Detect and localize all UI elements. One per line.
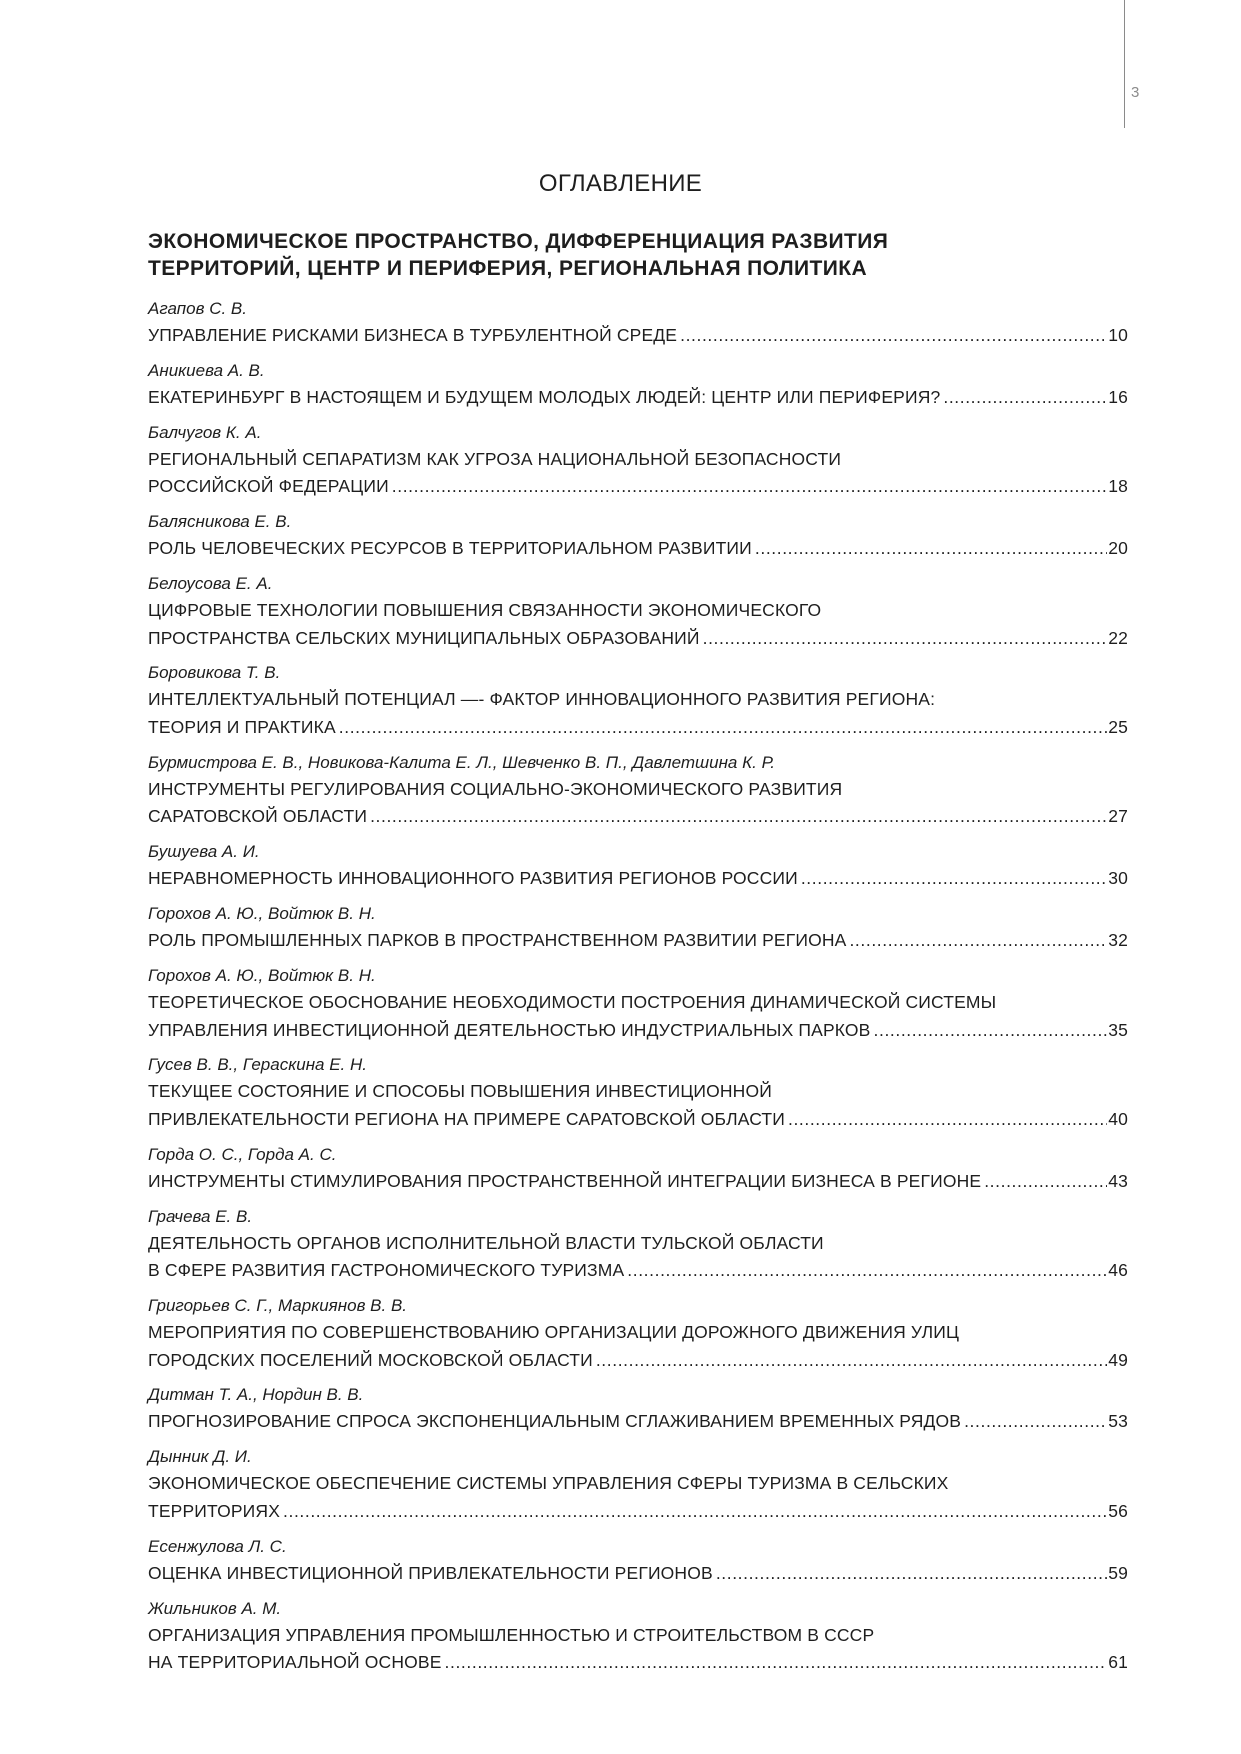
toc-entry-title-line [148,322,1128,350]
toc-entry-title-line: ИНСТРУМЕНТЫ РЕГУЛИРОВАНИЯ СОЦИАЛЬНО-ЭКОНОМИЧЕСКОГО РАЗВИТИЯ [148,778,843,799]
toc-entry-title-text: РОЛЬ ЧЕЛОВЕЧЕСКИХ РЕСУРСОВ В ТЕРРИТОРИАЛЬНОМ РАЗВИТИИ [148,538,752,559]
toc-entry-author: Боровикова Т. В. [148,663,281,683]
dot-leader [755,535,1107,563]
toc-entry-title-text: ИНСТРУМЕНТЫ СТИМУЛИРОВАНИЯ ПРОСТРАНСТВЕННОЙ ИНТЕГРАЦИИ БИЗНЕСА В РЕГИОНЕ [148,1170,982,1191]
toc-entry-author: Балчугов К. А. [148,422,262,442]
toc-entry[interactable] [148,420,1128,501]
toc-entry-author: Горохов А. Ю., Войтюк В. Н. [148,904,376,924]
toc-entry-author: Аникиева А. В. [148,360,265,380]
toc-entry-page-number[interactable]: 32 [1108,930,1128,951]
toc-entry-title-line [148,1347,1128,1375]
toc-entry-page-number[interactable]: 25 [1108,716,1128,737]
dot-leader [596,1347,1107,1375]
toc-entry-page-number[interactable]: 10 [1108,325,1128,345]
toc-entry-title-text: ПРИВЛЕКАТЕЛЬНОСТИ РЕГИОНА НА ПРИМЕРЕ САРАТОВСКОЙ ОБЛАСТИ [148,1108,785,1129]
toc-entry-title-text: ТЕОРИЯ И ПРАКТИКА [148,716,336,737]
toc-entry[interactable] [148,1596,1128,1677]
toc-entry-author: Дынник Д. И. [148,1447,252,1467]
toc-entry-title-line [148,625,1128,653]
toc-entry-author: Белоусова Е. А. [148,574,273,594]
toc-entry-title-text: НЕРАВНОМЕРНОСТЬ ИННОВАЦИОННОГО РАЗВИТИЯ РЕГИОНОВ РОССИИ [148,868,798,889]
toc-entry-title-text: ТЕРРИТОРИЯХ [148,1500,281,1521]
toc-entry[interactable] [148,1534,1128,1588]
toc-entry-title-text: ПРОГНОЗИРОВАНИЕ СПРОСА ЭКСПОНЕНЦИАЛЬНЫМ СГЛАЖИВАНИЕМ ВРЕМЕННЫХ РЯДОВ [148,1411,962,1432]
toc-entry[interactable] [148,1142,1128,1196]
toc-entry-title-line [148,1257,1128,1285]
toc-entry-title-line: ЭКОНОМИЧЕСКОЕ ОБЕСПЕЧЕНИЕ СИСТЕМЫ УПРАВЛЕНИЯ СФЕРЫ ТУРИЗМА В СЕЛЬСКИХ [148,1473,949,1494]
toc-entry-title-text: УПРАВЛЕНИЯ ИНВЕСТИЦИОННОЙ ДЕЯТЕЛЬНОСТЬЮ ИНДУСТРИАЛЬНЫХ ПАРКОВ [148,1019,871,1040]
toc-entry-title-text: ЕКАТЕРИНБУРГ В НАСТОЯЩЕМ И БУДУЩЕМ МОЛОДЫХ ЛЮДЕЙ: ЦЕНТР ИЛИ ПЕРИФЕРИЯ? [148,386,941,407]
toc-entry[interactable] [148,1052,1128,1133]
toc-entry-page-number[interactable]: 40 [1108,1108,1128,1129]
dot-leader [703,625,1108,653]
dot-leader [984,1168,1107,1196]
toc-entry-title-line: ОРГАНИЗАЦИЯ УПРАВЛЕНИЯ ПРОМЫШЛЕННОСТЬЮ И СТРОИТЕЛЬСТВОМ В СССР [148,1624,875,1645]
toc-entry-author: Грачева Е. В. [148,1206,253,1226]
toc-entry-author: Есенжулова Л. С. [148,1536,287,1556]
toc-entry-page-number[interactable]: 49 [1108,1349,1128,1370]
dot-leader [339,714,1107,742]
toc-entry-title-line [148,927,1128,955]
toc-entry-author: Бушуева А. И. [148,842,260,862]
toc-entry-page-number[interactable]: 43 [1108,1170,1128,1191]
toc-entry-page-number[interactable]: 46 [1108,1260,1128,1281]
dot-leader [788,1106,1107,1134]
toc-entry[interactable] [148,1444,1128,1525]
toc-entry-title-text: ОЦЕНКА ИНВЕСТИЦИОННОЙ ПРИВЛЕКАТЕЛЬНОСТИ РЕГИОНОВ [148,1562,713,1583]
toc-entry-title-line [148,1106,1128,1134]
toc-entry[interactable] [148,358,1128,412]
toc-entry-title-line: ЦИФРОВЫЕ ТЕХНОЛОГИИ ПОВЫШЕНИЯ СВЯЗАННОСТИ ЭКОНОМИЧЕСКОГО [148,600,822,621]
toc-entry[interactable] [148,660,1128,741]
section-title-line: ТЕРРИТОРИЙ, ЦЕНТР И ПЕРИФЕРИЯ, РЕГИОНАЛЬНАЯ ПОЛИТИКА [148,257,868,280]
toc-entry-title-line [148,803,1128,831]
toc-entry-title-text: УПРАВЛЕНИЕ РИСКАМИ БИЗНЕСА В ТУРБУЛЕНТНОЙ СРЕДЕ [148,325,678,345]
toc-entry[interactable] [148,1382,1128,1436]
toc-entry-page-number[interactable]: 16 [1108,386,1128,407]
page-title: ОГЛАВЛЕНИЕ [538,170,703,197]
toc-entry-title-text: САРАТОВСКОЙ ОБЛАСТИ [148,806,368,827]
toc-entry-title-line [148,1017,1128,1045]
toc-entry-title-line: ТЕОРЕТИЧЕСКОЕ ОБОСНОВАНИЕ НЕОБХОДИМОСТИ ПОСТРОЕНИЯ ДИНАМИЧЕСКОЙ СИСТЕМЫ [148,992,997,1013]
toc-entry-page-number[interactable]: 30 [1108,868,1128,889]
toc-entry-title-line [148,1649,1128,1677]
toc-entry[interactable] [148,750,1128,831]
section-title-line: ЭКОНОМИЧЕСКОЕ ПРОСТРАНСТВО, ДИФФЕРЕНЦИАЦИЯ РАЗВИТИЯ [148,230,889,253]
toc-entry-page-number[interactable]: 56 [1108,1500,1128,1521]
toc-entry-page-number[interactable]: 59 [1108,1562,1128,1583]
toc-entry-title-line: МЕРОПРИЯТИЯ ПО СОВЕРШЕНСТВОВАНИЮ ОРГАНИЗАЦИИ ДОРОЖНОГО ДВИЖЕНИЯ УЛИЦ [148,1322,960,1343]
toc-entry[interactable] [148,1293,1128,1374]
toc-entry-title-line: ТЕКУЩЕЕ СОСТОЯНИЕ И СПОСОБЫ ПОВЫШЕНИЯ ИНВЕСТИЦИОННОЙ [148,1081,772,1102]
toc-entry-title-text: В СФЕРЕ РАЗВИТИЯ ГАСТРОНОМИЧЕСКОГО ТУРИЗМА [148,1260,625,1281]
toc-entry-author: Жильников А. М. [148,1598,282,1618]
toc-entry-page-number[interactable]: 18 [1108,476,1128,497]
toc-entry-title-text: НА ТЕРРИТОРИАЛЬНОЙ ОСНОВЕ [148,1652,442,1673]
toc-entry-title-line [148,1498,1128,1526]
toc-entry-title-line [148,1408,1128,1436]
toc-entry[interactable] [148,1204,1128,1285]
toc-entry-title-text: РОССИЙСКОЙ ФЕДЕРАЦИИ [148,476,389,497]
toc-entry-page-number[interactable]: 20 [1108,538,1128,559]
toc-entry-title-line [148,1168,1128,1196]
toc-entry-title-text: РОЛЬ ПРОМЫШЛЕННЫХ ПАРКОВ В ПРОСТРАНСТВЕННОМ РАЗВИТИИ РЕГИОНА [148,930,847,951]
dot-leader [370,803,1107,831]
dot-leader [801,865,1107,893]
toc-entry-author: Гусев В. В., Гераскина Е. Н. [148,1055,368,1075]
toc-entry[interactable] [148,296,1128,350]
toc-entry[interactable] [148,509,1128,563]
toc-entry[interactable] [148,839,1128,893]
dot-leader [392,473,1107,501]
toc-entry-author: Бурмистрова Е. В., Новикова-Калита Е. Л., Шевченко В. П., Давлетшина К. Р. [148,752,775,772]
toc-entry[interactable] [148,901,1128,955]
toc-entry-title-text: ГОРОДСКИХ ПОСЕЛЕНИЙ МОСКОВСКОЙ ОБЛАСТИ [148,1349,593,1370]
margin-rule [1124,0,1125,128]
toc-entry-page-number[interactable]: 22 [1108,627,1128,648]
toc-entry-author: Агапов С. В. [148,299,247,318]
toc-entry-author: Григорьев С. Г., Маркиянов В. В. [148,1296,408,1316]
toc-entry-title-line: ИНТЕЛЛЕКТУАЛЬНЫЙ ПОТЕНЦИАЛ —- ФАКТОР ИННОВАЦИОННОГО РАЗВИТИЯ РЕГИОНА: [148,689,936,710]
dot-leader [849,927,1107,955]
toc-entry-page-number[interactable]: 27 [1108,806,1128,827]
dot-leader [874,1017,1108,1045]
page-number: 3 [1131,84,1140,101]
toc-entry-title-line [148,714,1128,742]
dot-leader [445,1649,1108,1677]
toc-entry-author: Горохов А. Ю., Войтюк В. Н. [148,966,376,986]
toc-entry-title-line [148,473,1128,501]
toc-entry-title-line [148,384,1128,412]
toc-entry-title-line [148,535,1128,563]
toc-entry-author: Балясникова Е. В. [148,512,292,532]
section-title [148,228,1108,282]
toc-entry-author: Дитман Т. А., Нордин В. В. [148,1385,364,1405]
toc-entry-page-number[interactable]: 61 [1108,1652,1128,1673]
toc-entry-title-line [148,865,1128,893]
toc-entry-page-number[interactable]: 35 [1108,1019,1128,1040]
toc-entry-title-line: ДЕЯТЕЛЬНОСТЬ ОРГАНОВ ИСПОЛНИТЕЛЬНОЙ ВЛАСТИ ТУЛЬСКОЙ ОБЛАСТИ [148,1232,824,1253]
toc-entry-author: Горда О. С., Горда А. С. [148,1144,337,1164]
dot-leader [627,1257,1107,1285]
toc-entry-title-line: РЕГИОНАЛЬНЫЙ СЕПАРАТИЗМ КАК УГРОЗА НАЦИОНАЛЬНОЙ БЕЗОПАСНОСТИ [148,448,842,469]
toc-entry-title-text: ПРОСТРАНСТВА СЕЛЬСКИХ МУНИЦИПАЛЬНЫХ ОБРАЗОВАНИЙ [148,627,700,648]
dot-leader [283,1498,1107,1526]
dot-leader [964,1408,1107,1436]
dot-leader [943,384,1107,412]
dot-leader [680,322,1107,350]
toc-entry[interactable] [148,963,1128,1044]
toc-entry-title-line [148,1560,1128,1588]
dot-leader [716,1560,1107,1588]
toc-entry-page-number[interactable]: 53 [1108,1411,1128,1432]
toc-entry[interactable] [148,571,1128,652]
toc-list [148,296,1128,1685]
